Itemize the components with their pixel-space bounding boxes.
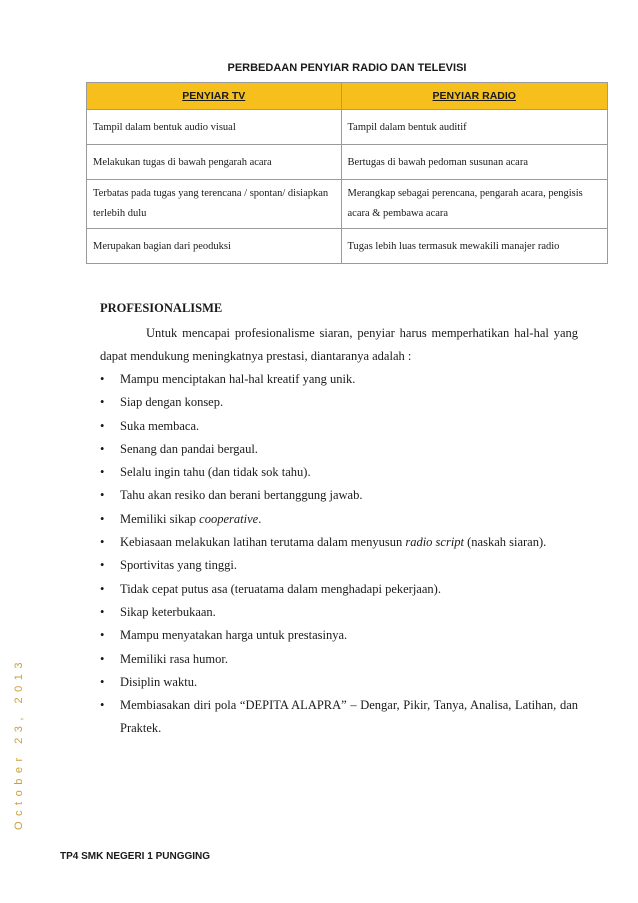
table-cell: Tampil dalam bentuk auditif: [341, 110, 608, 145]
bullet-icon: •: [100, 604, 105, 619]
table-row: [87, 145, 608, 180]
intro-text: Untuk mencapai profesionalisme siaran, penyiar harus memperhatikan hal-hal yang dapat mendukung meningkatnya prestasi, diantaranya adalah :: [100, 326, 578, 364]
bullet-icon: •: [100, 441, 105, 456]
table-header-row: [87, 83, 608, 110]
table-cell: Terbatas pada tugas yang terencana / spontan/ disiapkan terlebih dulu: [87, 180, 342, 229]
list-item: • Kebiasaan melakukan latihan terutama dalam menyusun radio script (naskah siaran).: [100, 531, 578, 554]
footer: TP4 SMK NEGERI 1 PUNGGING: [60, 851, 211, 862]
bullet-icon: •: [100, 372, 105, 386]
table-row: [87, 229, 608, 264]
table-cell: Tugas lebih luas termasuk mewakili manajer radio: [341, 229, 608, 264]
requirement-list: [100, 368, 578, 741]
bullet-icon: •: [100, 535, 105, 550]
bullet-icon: •: [100, 674, 105, 689]
list-item: • Mampu menyatakan harga untuk prestasinya.: [100, 624, 578, 647]
list-item: • Senang dan pandai bergaul.: [100, 438, 578, 461]
table-row: [87, 110, 608, 145]
intro-paragraph: [100, 322, 578, 369]
bullet-icon: •: [100, 395, 105, 410]
list-item: • Sikap keterbukaan.: [100, 601, 578, 624]
table-cell: Tampil dalam bentuk audio visual: [87, 110, 342, 145]
bullet-icon: •: [100, 465, 105, 480]
bullet-icon: •: [100, 488, 105, 503]
table-cell: Melakukan tugas di bawah pengarah acara: [87, 145, 342, 180]
bullet-icon: •: [100, 651, 105, 666]
page-title: PERBEDAAN PENYIAR RADIO DAN TELEVISI: [227, 62, 467, 74]
list-item: • Memiliki rasa humor.: [100, 648, 578, 671]
list-item: • Selalu ingin tahu (dan tidak sok tahu).: [100, 461, 578, 484]
bullet-icon: •: [100, 511, 105, 526]
comparison-table: [86, 82, 608, 264]
list-item: • Memiliki sikap cooperative.: [100, 508, 578, 531]
list-item: • Disiplin waktu.: [100, 671, 578, 694]
bullet-icon: •: [100, 418, 105, 433]
list-item: • Tahu akan resiko dan berani bertanggung jawab.: [100, 484, 578, 507]
list-item: • Membiasakan diri pola “DEPITA ALAPRA” – Dengar, Pikir, Tanya, Analisa, Latihan, dan Praktek.: [100, 694, 578, 741]
header-tv: PENYIAR TV: [87, 83, 342, 110]
bullet-icon: •: [100, 698, 105, 713]
section-heading: PROFESIONALISME: [100, 301, 223, 315]
table-cell: Bertugas di bawah pedoman susunan acara: [341, 145, 608, 180]
list-item: • Sportivitas yang tinggi.: [100, 554, 578, 577]
header-radio: PENYIAR RADIO: [341, 83, 608, 110]
bullet-icon: •: [100, 581, 105, 596]
list-item: • Mampu menciptakan hal-hal kreatif yang unik.: [100, 368, 578, 391]
table-cell: Merupakan bagian dari peoduksi: [87, 229, 342, 264]
list-item: • Siap dengan konsep.: [100, 391, 578, 414]
list-item: • Tidak cepat putus asa (teruatama dalam menghadapi pekerjaan).: [100, 578, 578, 601]
bullet-icon: •: [100, 558, 105, 573]
bullet-icon: •: [100, 628, 105, 643]
list-item: • Suka membaca.: [100, 415, 578, 438]
table-cell: Merangkap sebagai perencana, pengarah acara, pengisis acara & pembawa acara: [341, 180, 608, 229]
table-row: [87, 180, 608, 229]
side-date: October 23, 2013: [13, 656, 25, 830]
